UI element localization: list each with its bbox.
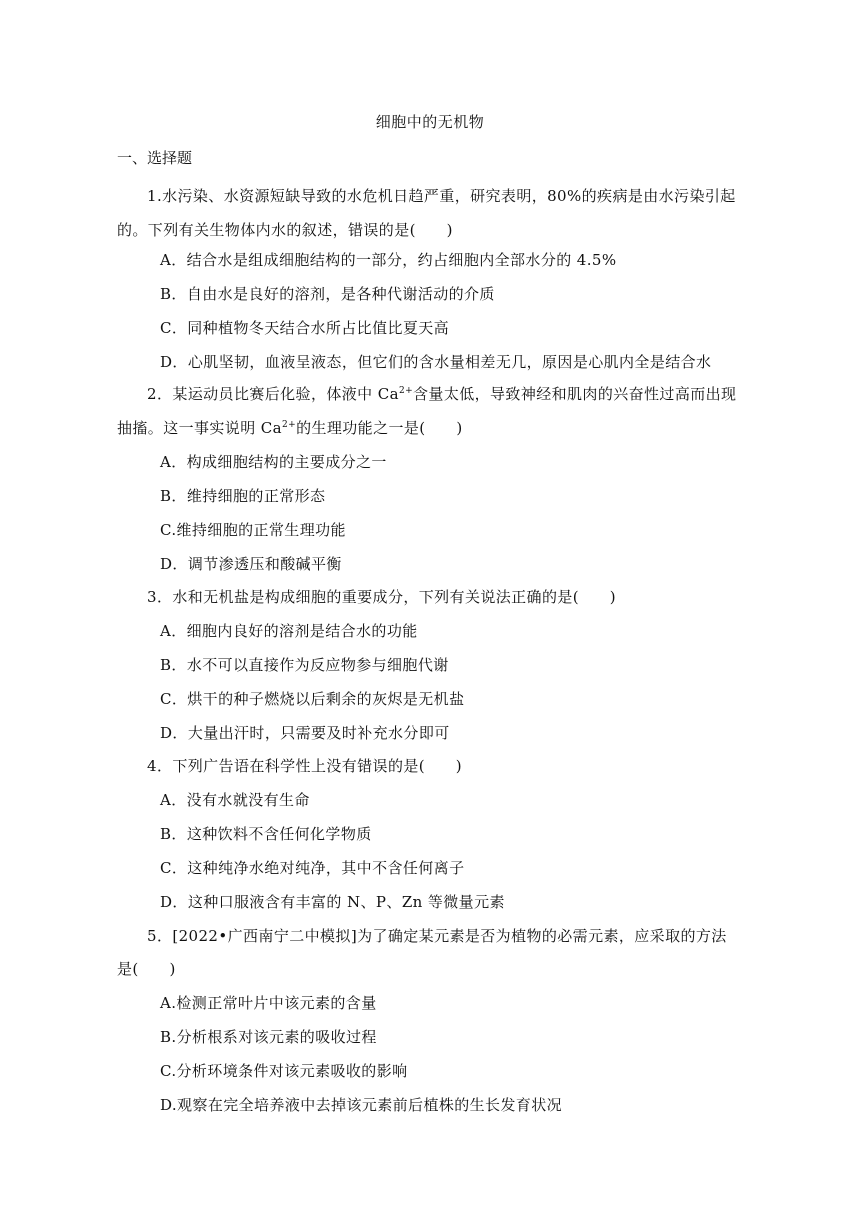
question-4-option-a: A．没有水就没有生命 (160, 791, 310, 809)
question-2-stem-line-1 (147, 383, 736, 404)
question-4-option-b: B．这种饮料不含任何化学物质 (160, 825, 372, 843)
question-1-option-b: B．自由水是良好的溶剂，是各种代谢活动的介质 (160, 285, 495, 303)
question-1-option-d: D．心肌坚韧，血液呈液态，但它们的含水量相差无几，原因是心肌内全是结合水 (160, 353, 712, 371)
question-3-option-b: B．水不可以直接作为反应物参与细胞代谢 (160, 656, 449, 674)
question-1-stem-line-2: 的。下列有关生物体内水的叙述，错误的是( ) (117, 221, 453, 239)
question-2-option-d: D．调节渗透压和酸碱平衡 (160, 555, 342, 573)
document-title: 细胞中的无机物 (375, 113, 485, 131)
question-5-option-b: B.分析根系对该元素的吸收过程 (160, 1028, 377, 1046)
question-5-option-a: A.检测正常叶片中该元素的含量 (160, 994, 377, 1012)
question-1-option-a: A．结合水是组成细胞结构的一部分，约占细胞内全部水分的 4.5% (160, 251, 617, 269)
question-4-stem: 4．下列广告语在科学性上没有错误的是( ) (147, 757, 463, 775)
question-2-option-b: B．维持细胞的正常形态 (160, 487, 326, 505)
question-3-stem: 3．水和无机盐是构成细胞的重要成分，下列有关说法正确的是( ) (147, 588, 617, 606)
q2-line1-text-b: 含量太低，导致神经和肌肉的兴奋性过高而出现 (413, 385, 737, 403)
question-3-option-a: A．细胞内良好的溶剂是结合水的功能 (160, 622, 418, 640)
q2-line2-text-b: 的生理功能之一是( ) (296, 419, 463, 437)
question-1-stem-line-1: 1.水污染、水资源短缺导致的水危机日趋严重，研究表明，80%的疾病是由水污染引起 (147, 187, 736, 205)
question-5-stem-line-1: 5．[2022•广西南宁二中模拟]为了确定某元素是否为植物的必需元素，应采取的方法 (147, 927, 727, 945)
q2-line1-superscript: 2+ (398, 386, 414, 396)
question-3-option-c: C．烘干的种子燃烧以后剩余的灰烬是无机盐 (160, 690, 465, 708)
question-5-option-d: D.观察在完全培养液中去掉该元素前后植株的生长发育状况 (160, 1096, 563, 1114)
section-heading: 一、选择题 (117, 149, 193, 167)
question-5-stem-line-2: 是( ) (117, 960, 176, 978)
question-4-option-c: C．这种纯净水绝对纯净，其中不含任何离子 (160, 859, 465, 877)
q2-line1-text-a: 2．某运动员比赛后化验，体液中 Ca (147, 385, 399, 403)
question-4-option-d: D．这种口服液含有丰富的 N、P、Zn 等微量元素 (160, 893, 505, 911)
question-2-option-a: A．构成细胞结构的主要成分之一 (160, 453, 387, 471)
q2-line2-text-a: 抽搐。这一事实说明 Ca (117, 419, 282, 437)
question-3-option-d: D．大量出汗时，只需要及时补充水分即可 (160, 724, 450, 742)
question-5-option-c: C.分析环境条件对该元素吸收的影响 (160, 1062, 408, 1080)
question-1-option-c: C．同种植物冬天结合水所占比值比夏天高 (160, 319, 450, 337)
question-2-stem-line-2 (117, 417, 463, 438)
q2-line2-superscript: 2+ (282, 420, 297, 430)
question-2-option-c: C.维持细胞的正常生理功能 (160, 521, 346, 539)
